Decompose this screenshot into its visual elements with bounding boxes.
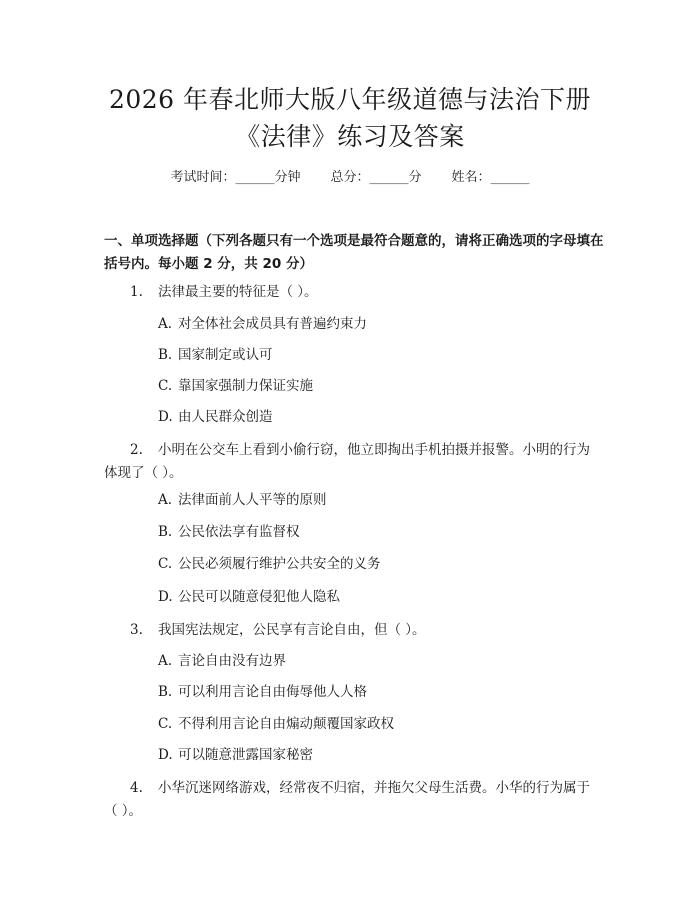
option-letter: D. bbox=[158, 409, 173, 425]
option-letter: A. bbox=[158, 316, 173, 332]
question-text: 法律最主要的特征是（ ）。 bbox=[158, 284, 318, 300]
question-4 bbox=[104, 777, 600, 823]
option-text: 可以利用言论自由侮辱他人人格 bbox=[178, 684, 367, 700]
option-letter: D. bbox=[158, 589, 173, 605]
question-2-option-b bbox=[158, 522, 598, 542]
option-letter: B. bbox=[158, 684, 173, 700]
option-text: 国家制定或认可 bbox=[178, 347, 273, 363]
total-score-label: 总分：______分 bbox=[330, 170, 422, 185]
option-text: 言论自由没有边界 bbox=[178, 653, 286, 669]
option-text: 可以随意泄露国家秘密 bbox=[178, 747, 313, 763]
question-1-option-d bbox=[158, 407, 598, 427]
question-number: 2. bbox=[130, 442, 143, 458]
question-1 bbox=[104, 281, 600, 304]
question-2 bbox=[104, 439, 600, 485]
question-number: 1. bbox=[130, 284, 143, 300]
option-text: 靠国家强制力保证实施 bbox=[178, 378, 313, 394]
document-title-line1: 2026 年春北师大版八年级道德与法治下册 bbox=[108, 85, 592, 114]
option-letter: C. bbox=[158, 378, 173, 394]
option-letter: A. bbox=[158, 492, 173, 508]
option-letter: D. bbox=[158, 747, 173, 763]
question-3-option-b bbox=[158, 682, 598, 702]
option-letter: A. bbox=[158, 653, 173, 669]
question-2-option-c bbox=[158, 554, 598, 574]
option-text: 公民依法享有监督权 bbox=[178, 524, 300, 540]
question-3-option-c bbox=[158, 714, 598, 734]
document-title-line2: 《法律》练习及答案 bbox=[235, 122, 465, 151]
question-1-option-b bbox=[158, 345, 598, 365]
question-2-option-a bbox=[158, 490, 598, 510]
question-text: 小明在公交车上看到小偷行窃，他立即掏出手机拍摄并报警。小明的行为体现了（ ）。 bbox=[104, 442, 590, 481]
question-1-option-a bbox=[158, 314, 598, 334]
exam-time-label: 考试时间：______分钟 bbox=[170, 170, 301, 185]
option-text: 由人民群众创造 bbox=[178, 409, 273, 425]
question-number: 4. bbox=[130, 780, 143, 796]
section-heading: 一、单项选择题（下列各题只有一个选项是最符合题意的，请将正确选项的字母填在括号内。每小题 2 分，共 20 分） bbox=[104, 233, 604, 272]
option-text: 公民可以随意侵犯他人隐私 bbox=[178, 589, 340, 605]
question-text: 小华沉迷网络游戏，经常夜不归宿，并拖欠父母生活费。小华的行为属于（ ）。 bbox=[104, 780, 590, 819]
question-1-option-c bbox=[158, 376, 598, 396]
option-letter: C. bbox=[158, 716, 173, 732]
question-2-option-d bbox=[158, 587, 598, 607]
question-3 bbox=[104, 619, 600, 642]
question-text: 我国宪法规定，公民享有言论自由，但（ ）。 bbox=[158, 622, 426, 638]
option-text: 公民必须履行维护公共安全的义务 bbox=[178, 556, 381, 572]
option-letter: B. bbox=[158, 524, 173, 540]
option-text: 对全体社会成员具有普遍约束力 bbox=[178, 316, 367, 332]
question-number: 3. bbox=[130, 622, 143, 638]
option-letter: C. bbox=[158, 556, 173, 572]
exam-meta bbox=[0, 168, 700, 188]
option-text: 法律面前人人平等的原则 bbox=[178, 492, 327, 508]
option-letter: B. bbox=[158, 347, 173, 363]
student-name-label: 姓名：______ bbox=[451, 170, 530, 185]
question-3-option-d bbox=[158, 745, 598, 765]
question-3-option-a bbox=[158, 651, 598, 671]
option-text: 不得利用言论自由煽动颠覆国家政权 bbox=[178, 716, 394, 732]
